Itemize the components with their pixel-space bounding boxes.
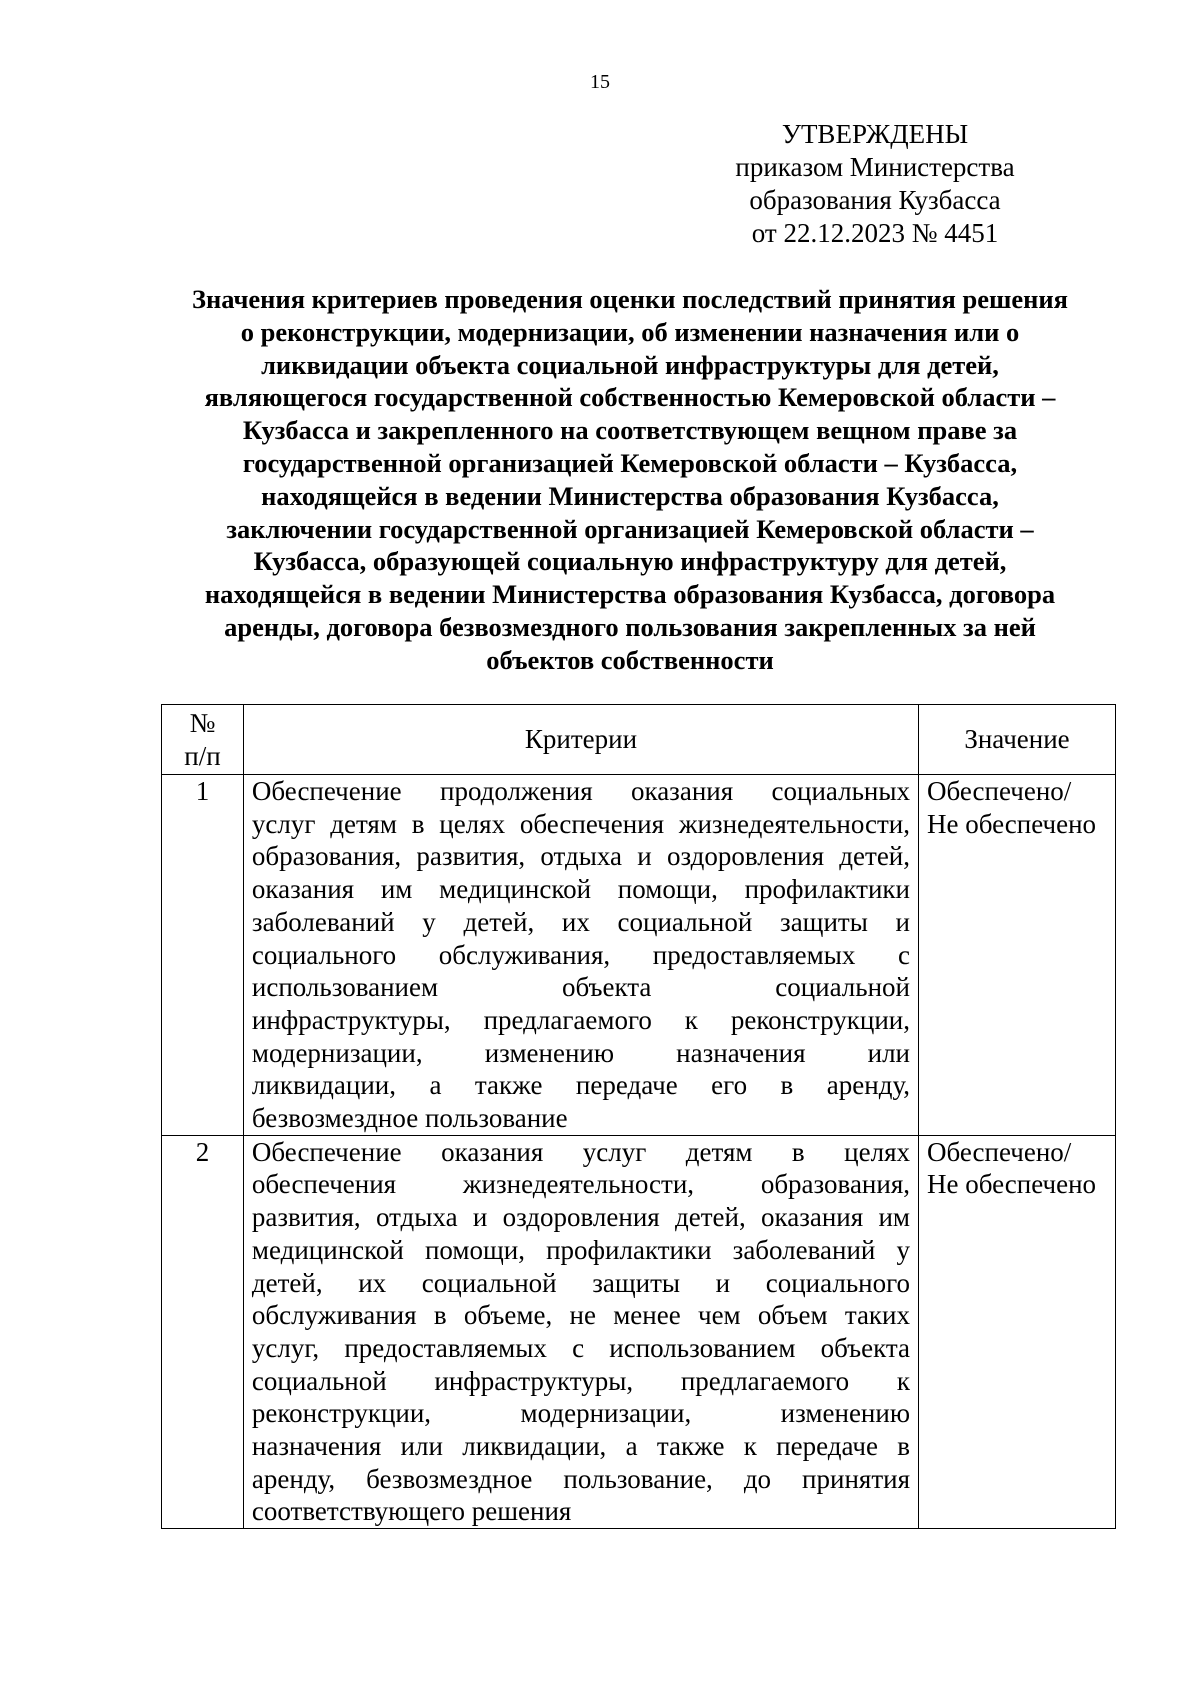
criteria-line: Обеспечение продолжения оказания социальных [251,776,910,806]
value-line: Не обеспечено [927,808,1097,839]
criteria-line: использованием объекта социальной [251,972,910,1003]
approval-line: образования Кузбасса [749,185,1001,215]
approval-line: УТВЕРЖДЕНЫ [781,119,969,149]
approval-block [700,118,1050,250]
title-line: Значения критериев проведения оценки последствий принятия решения [192,284,1068,314]
row-value [919,1135,1116,1528]
criteria-line: обеспечения жизнедеятельности, образования, [251,1169,910,1200]
row-criteria [243,775,918,1136]
criteria-table [161,704,1116,1529]
criteria-line: медицинской помощи, профилактики заболеваний у [251,1234,910,1265]
criteria-line: Обеспечение оказания услуг детям в целях [251,1136,910,1167]
approval-line: приказом Министерства [735,152,1015,182]
header-number [162,705,244,775]
row-criteria [243,1135,918,1528]
title-line: Кузбасса, образующей социальную инфраструктуру для детей, [253,546,1007,577]
header-criteria: Критерии [243,705,918,775]
table-row [162,775,1116,1136]
value-line: Обеспечено/ [927,1136,1072,1167]
title-line: о реконструкции, модернизации, об изменении назначения или о [240,316,1020,347]
row-number: 1 [162,775,244,1136]
title-line: находящейся в ведении Министерства образования Кузбасса, [261,480,999,511]
title-line: являющегося государственной собственностью Кемеровской области – [204,382,1056,413]
criteria-line: инфраструктуры, предлагаемого к реконструкции, [251,1004,910,1035]
title-line: находящейся в ведении Министерства образования Кузбасса, договора [204,579,1056,610]
page-number: 15 [590,71,610,93]
table-row [162,1135,1116,1528]
criteria-line: социального обслуживания, предоставляемых с [251,939,910,970]
criteria-line: соответствующего решения [251,1496,572,1527]
criteria-line: социальной инфраструктуры, предлагаемого к [251,1365,910,1396]
criteria-line: услуг, предоставляемых с использованием объекта [251,1332,910,1363]
row-number: 2 [162,1135,244,1528]
title-line: заключении государственной организацией Кемеровской области – [226,513,1034,544]
header-number-symbol: № [189,707,216,738]
criteria-line: ликвидации, а также передаче его в аренду, [251,1070,910,1101]
criteria-line: назначения или ликвидации, а также к передаче в [251,1431,910,1462]
criteria-line: безвозмездное пользование [251,1103,568,1134]
title-line: аренды, договора безвозмездного пользования закрепленных за ней [224,611,1036,642]
criteria-line: развития, отдыха и оздоровления детей, оказания им [251,1202,910,1233]
approval-line: от 22.12.2023 № 4451 [751,218,999,248]
criteria-line: оказания им медицинской помощи, профилактики [251,874,910,905]
header-value: Значение [919,705,1116,775]
criteria-line: реконструкции, модернизации, изменению [251,1398,910,1429]
title-line: ликвидации объекта социальной инфраструктуры для детей, [261,349,999,380]
criteria-line: заболеваний у детей, их социальной защиты и [251,906,910,937]
row-value [919,775,1116,1136]
document-title [150,283,1110,677]
title-line: государственной организацией Кемеровской области – Кузбасса, [242,447,1018,478]
criteria-line: детей, их социальной защиты и социального [251,1267,910,1298]
table-header-row [162,705,1116,775]
criteria-line: обслуживания в объеме, не менее чем объем таких [251,1300,910,1331]
criteria-line: услуг детям в целях обеспечения жизнедеятельности, [251,808,910,839]
criteria-line: аренду, безвозмездное пользование, до принятия [251,1463,910,1494]
criteria-line: образования, развития, отдыха и оздоровления детей, [251,841,910,872]
value-line: Обеспечено/ [927,776,1072,806]
title-line: объектов собственности [486,644,774,675]
value-line: Не обеспечено [927,1169,1097,1200]
title-line: Кузбасса и закрепленного на соответствующем вещном праве за [242,415,1018,446]
criteria-line: модернизации, изменению назначения или [251,1037,910,1068]
header-number-abbr: п/п [184,740,221,771]
